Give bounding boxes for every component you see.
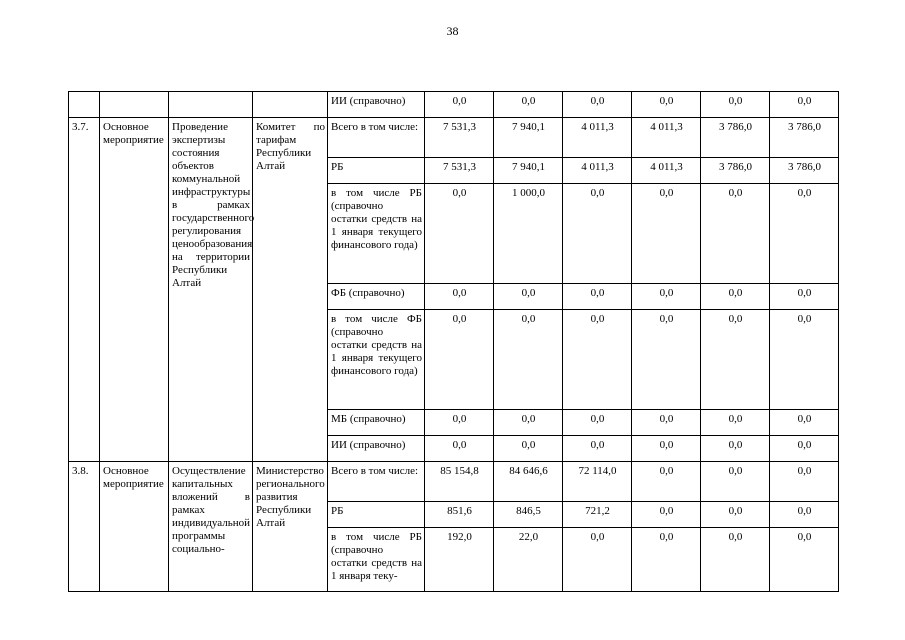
value-cell: 0,0 bbox=[494, 410, 563, 436]
value-cell: 0,0 bbox=[494, 310, 563, 410]
value-cell: 0,0 bbox=[770, 528, 839, 592]
value-cell: 0,0 bbox=[701, 284, 770, 310]
value-cell: 72 114,0 bbox=[563, 462, 632, 502]
measure-number: 3.7. bbox=[69, 118, 100, 462]
value-cell: 7 940,1 bbox=[494, 118, 563, 158]
value-cell: 0,0 bbox=[701, 436, 770, 462]
measure-number: 3.8. bbox=[69, 462, 100, 592]
measure-type: Основное мероприятие bbox=[100, 462, 169, 592]
value-cell: 3 786,0 bbox=[770, 158, 839, 184]
value-cell: 0,0 bbox=[425, 410, 494, 436]
value-cell: 0,0 bbox=[701, 502, 770, 528]
value-cell: 0,0 bbox=[563, 184, 632, 284]
source-label: РБ bbox=[328, 502, 425, 528]
value-cell: 0,0 bbox=[632, 184, 701, 284]
value-cell: 0,0 bbox=[632, 92, 701, 118]
value-cell: 0,0 bbox=[701, 310, 770, 410]
source-label: Всего в том числе: bbox=[328, 118, 425, 158]
value-cell: 3 786,0 bbox=[701, 118, 770, 158]
source-label: в том числе РБ (справочно остатки средств на 1 января текущего финансового года) bbox=[328, 184, 425, 284]
measure-executor: Министерство регионального развития Республики Алтай bbox=[253, 462, 328, 592]
value-cell: 851,6 bbox=[425, 502, 494, 528]
value-cell: 0,0 bbox=[425, 310, 494, 410]
value-cell: 85 154,8 bbox=[425, 462, 494, 502]
value-cell: 7 531,3 bbox=[425, 158, 494, 184]
measure-name: Проведение экспертизы состояния объектов коммунальной инфраструктуры в рамках государственного регулирования ценообразования на территории Республики Алтай bbox=[169, 118, 253, 462]
value-cell: 0,0 bbox=[770, 92, 839, 118]
value-cell: 0,0 bbox=[425, 284, 494, 310]
value-cell: 0,0 bbox=[770, 284, 839, 310]
source-label: МБ (справочно) bbox=[328, 410, 425, 436]
value-cell: 7 531,3 bbox=[425, 118, 494, 158]
value-cell: 0,0 bbox=[701, 92, 770, 118]
measure-executor: Комитет по тарифам Республики Алтай bbox=[253, 118, 328, 462]
cell-empty bbox=[169, 92, 253, 118]
cell-empty bbox=[100, 92, 169, 118]
value-cell: 0,0 bbox=[701, 410, 770, 436]
value-cell: 0,0 bbox=[425, 436, 494, 462]
value-cell: 0,0 bbox=[770, 310, 839, 410]
value-cell: 0,0 bbox=[494, 436, 563, 462]
value-cell: 0,0 bbox=[701, 462, 770, 502]
value-cell: 0,0 bbox=[563, 310, 632, 410]
value-cell: 0,0 bbox=[770, 184, 839, 284]
value-cell: 1 000,0 bbox=[494, 184, 563, 284]
source-label: ИИ (справочно) bbox=[328, 436, 425, 462]
value-cell: 0,0 bbox=[632, 502, 701, 528]
value-cell: 4 011,3 bbox=[632, 158, 701, 184]
value-cell: 0,0 bbox=[632, 284, 701, 310]
source-label: ИИ (справочно) bbox=[328, 92, 425, 118]
value-cell: 0,0 bbox=[494, 92, 563, 118]
value-cell: 0,0 bbox=[563, 92, 632, 118]
cell-empty bbox=[253, 92, 328, 118]
budget-table bbox=[68, 91, 839, 592]
value-cell: 0,0 bbox=[632, 436, 701, 462]
cell-empty bbox=[69, 92, 100, 118]
value-cell: 0,0 bbox=[770, 502, 839, 528]
source-label: в том числе ФБ (справочно остатки средств на 1 января текущего финансового года) bbox=[328, 310, 425, 410]
table-row bbox=[69, 462, 839, 502]
source-label: Всего в том числе: bbox=[328, 462, 425, 502]
value-cell: 0,0 bbox=[425, 184, 494, 284]
value-cell: 192,0 bbox=[425, 528, 494, 592]
table-row bbox=[69, 118, 839, 158]
page-number: 38 bbox=[446, 24, 459, 38]
source-label: РБ bbox=[328, 158, 425, 184]
value-cell: 0,0 bbox=[701, 528, 770, 592]
value-cell: 0,0 bbox=[563, 410, 632, 436]
value-cell: 0,0 bbox=[563, 528, 632, 592]
value-cell: 0,0 bbox=[494, 284, 563, 310]
value-cell: 84 646,6 bbox=[494, 462, 563, 502]
value-cell: 0,0 bbox=[701, 184, 770, 284]
value-cell: 7 940,1 bbox=[494, 158, 563, 184]
value-cell: 0,0 bbox=[770, 462, 839, 502]
value-cell: 3 786,0 bbox=[701, 158, 770, 184]
measure-type: Основное мероприятие bbox=[100, 118, 169, 462]
measure-name: Осуществление капитальных вложений в рамках индивидуальной программы социально- bbox=[169, 462, 253, 592]
source-label: ФБ (справочно) bbox=[328, 284, 425, 310]
value-cell: 0,0 bbox=[563, 436, 632, 462]
value-cell: 0,0 bbox=[563, 284, 632, 310]
value-cell: 4 011,3 bbox=[563, 158, 632, 184]
value-cell: 721,2 bbox=[563, 502, 632, 528]
value-cell: 22,0 bbox=[494, 528, 563, 592]
value-cell: 4 011,3 bbox=[632, 118, 701, 158]
value-cell: 846,5 bbox=[494, 502, 563, 528]
value-cell: 0,0 bbox=[425, 92, 494, 118]
value-cell: 0,0 bbox=[632, 462, 701, 502]
value-cell: 0,0 bbox=[632, 410, 701, 436]
value-cell: 0,0 bbox=[632, 528, 701, 592]
source-label: в том числе РБ (справочно остатки средств на 1 января теку- bbox=[328, 528, 425, 592]
value-cell: 4 011,3 bbox=[563, 118, 632, 158]
continuation-row bbox=[69, 92, 839, 118]
value-cell: 0,0 bbox=[770, 436, 839, 462]
value-cell: 0,0 bbox=[632, 310, 701, 410]
value-cell: 3 786,0 bbox=[770, 118, 839, 158]
value-cell: 0,0 bbox=[770, 410, 839, 436]
